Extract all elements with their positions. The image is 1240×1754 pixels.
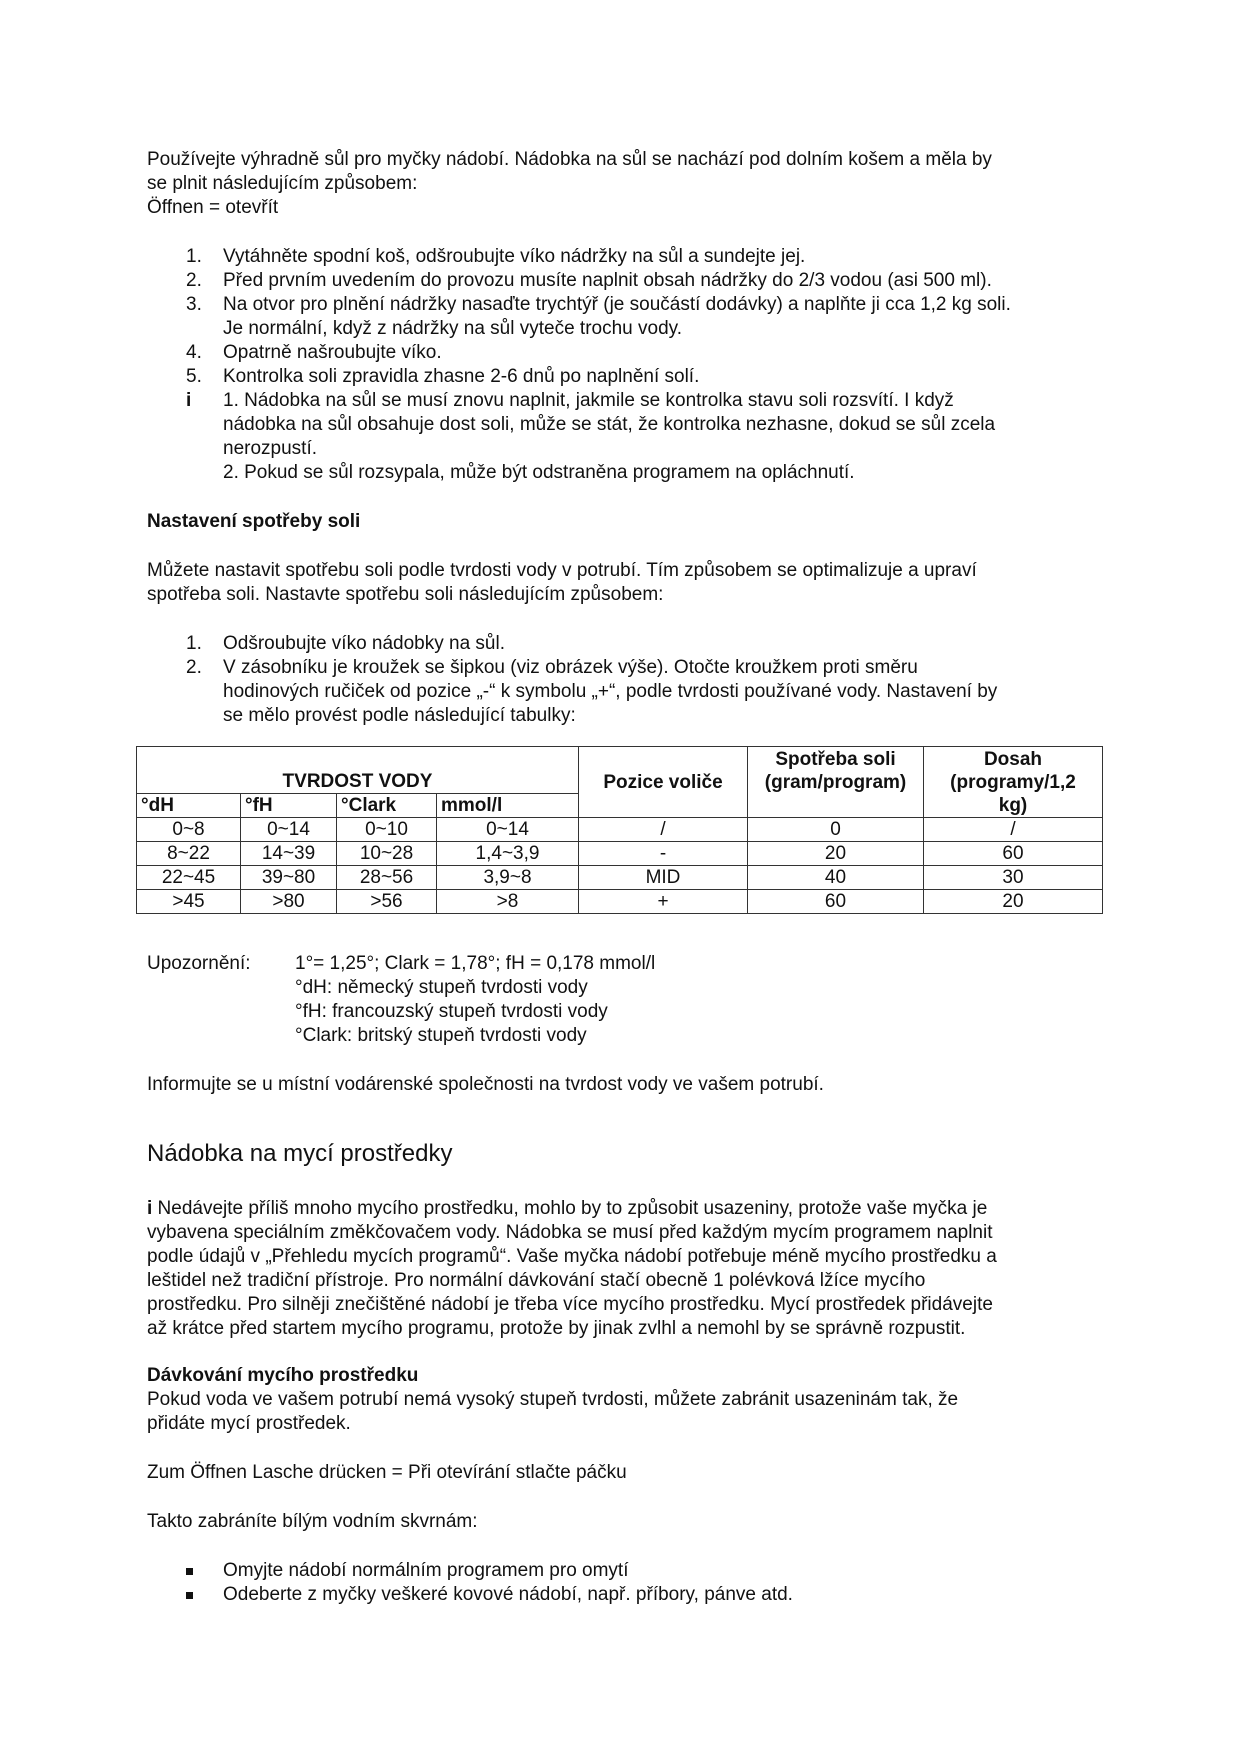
column-header-dh: °dH	[137, 794, 241, 818]
list-number: 1.	[186, 633, 202, 654]
paragraph-line: spotřeba soli. Nastavte spotřebu soli následujícím způsobem:	[147, 584, 664, 605]
list-number: 4.	[186, 342, 202, 363]
header-line: kg)	[998, 794, 1028, 816]
list-item: Opatrně našroubujte víko.	[223, 342, 442, 363]
table-cell: 0~14	[241, 818, 337, 842]
list-item: Kontrolka soli zpravidla zhasne 2-6 dnů po naplnění solí.	[223, 366, 700, 387]
info-icon: i	[147, 1198, 153, 1219]
info-icon: i	[186, 390, 192, 411]
table-cell: 14~39	[241, 842, 337, 866]
intro-line: Öffnen = otevřít	[147, 197, 279, 218]
table-cell: 39~80	[241, 866, 337, 890]
spots-intro: Takto zabráníte bílým vodním skvrnám:	[147, 1511, 478, 1532]
bullet-item: Odeberte z myčky veškeré kovové nádobí, např. příbory, pánve atd.	[223, 1584, 793, 1605]
list-item: Před prvním uvedením do provozu musíte naplnit obsah nádržky do 2/3 vodou (asi 500 ml).	[223, 270, 992, 291]
table-cell: >45	[137, 890, 241, 914]
header-line: Dosah	[983, 748, 1043, 770]
info-note-line: nerozpustí.	[223, 438, 317, 459]
table-cell: 60	[748, 890, 924, 914]
list-item: Odšroubujte víko nádobky na sůl.	[223, 633, 506, 654]
list-item: Vytáhněte spodní koš, odšroubujte víko nádržky na sůl a sundejte jej.	[223, 246, 806, 267]
subsection-heading: Dávkování mycího prostředku	[147, 1365, 419, 1386]
paragraph-line: vybavena speciálním změkčovačem vody. Nádobka se musí před každým mycím programem naplnit	[147, 1222, 993, 1243]
table-cell: MID	[579, 866, 748, 890]
table-cell: +	[579, 890, 748, 914]
list-item-continued: Je normální, když z nádržky na sůl vyteče trochu vody.	[223, 318, 683, 339]
bullet-item: Omyjte nádobí normálním programem pro omytí	[223, 1560, 629, 1581]
table-cell: 1,4~3,9	[437, 842, 579, 866]
notice-line: °Clark: britský stupeň tvrdosti vody	[295, 1025, 587, 1046]
table-row	[137, 866, 1103, 890]
table-cell: 20	[748, 842, 924, 866]
notice-line: 1°= 1,25°; Clark = 1,78°; fH = 0,178 mmol/l	[295, 953, 656, 974]
paragraph-line: leštidel než tradiční přístroje. Pro normální dávkování stačí obecně 1 polévková lžíce mycího	[147, 1270, 926, 1291]
table-cell: >8	[437, 890, 579, 914]
open-note: Zum Öffnen Lasche drücken = Při otevírání stlačte páčku	[147, 1462, 627, 1483]
table-row	[137, 842, 1103, 866]
table-cell: /	[924, 818, 1103, 842]
table-cell: 22~45	[137, 866, 241, 890]
column-group-header: TVRDOST VODY	[137, 747, 579, 794]
info-note-line: nádobka na sůl obsahuje dost soli, může se stát, že kontrolka nezhasne, dokud se sůl zcela	[223, 414, 996, 435]
header-line: Spotřeba soli	[775, 748, 896, 770]
table-cell: 20	[924, 890, 1103, 914]
table-header-row	[137, 747, 1103, 794]
intro-line: se plnit následujícím způsobem:	[147, 173, 418, 194]
list-item: V zásobníku je kroužek se šipkou (viz obrázek výše). Otočte kroužkem proti směru	[223, 657, 918, 678]
column-header-clark: °Clark	[337, 794, 437, 818]
header-line: (programy/1,2	[950, 771, 1076, 793]
inform-text: Informujte se u místní vodárenské společnosti na tvrdost vody ve vašem potrubí.	[147, 1074, 824, 1095]
table-cell: 30	[924, 866, 1103, 890]
column-header-mmol: mmol/l	[437, 794, 579, 818]
list-number: 1.	[186, 246, 202, 267]
bullet-icon	[186, 1568, 193, 1575]
table-cell: -	[579, 842, 748, 866]
paragraph-text: Nedávejte příliš mnoho mycího prostředku, mohlo by to způsobit usazeniny, protože vaše myčka je	[152, 1198, 988, 1219]
notice-line: °dH: německý stupeň tvrdosti vody	[295, 977, 588, 998]
paragraph-line	[147, 1197, 987, 1221]
info-note-line: 2. Pokud se sůl rozsypala, může být odstraněna programem na opláchnutí.	[223, 462, 855, 483]
column-header-position: Pozice voliče	[579, 747, 748, 818]
list-item: Na otvor pro plnění nádržky nasaďte trychtýř (je součástí dodávky) a naplňte ji cca 1,2 kg soli.	[223, 294, 1011, 315]
header-line: (gram/program)	[764, 771, 907, 793]
table-cell: >56	[337, 890, 437, 914]
intro-line: Používejte výhradně sůl pro myčky nádobí. Nádobka na sůl se nachází pod dolním košem a měla by	[147, 149, 992, 170]
table-cell: 28~56	[337, 866, 437, 890]
section-title: Nádobka na mycí prostředky	[147, 1140, 453, 1167]
list-item-continued: se mělo provést podle následující tabulky:	[223, 705, 576, 726]
table-cell: 0	[748, 818, 924, 842]
paragraph-line: Můžete nastavit spotřebu soli podle tvrdosti vody v potrubí. Tím způsobem se optimalizuje a upraví	[147, 560, 977, 581]
notice-line: °fH: francouzský stupeň tvrdosti vody	[295, 1001, 608, 1022]
table-cell: 3,9~8	[437, 866, 579, 890]
table-cell: >80	[241, 890, 337, 914]
table-cell: 0~10	[337, 818, 437, 842]
paragraph-line: Pokud voda ve vašem potrubí nemá vysoký stupeň tvrdosti, můžete zabránit usazeninám tak, že	[147, 1389, 959, 1410]
paragraph-line: prostředku. Pro silněji znečištěné nádobí je třeba více mycího prostředku. Mycí prostředek přidávejte	[147, 1294, 993, 1315]
list-number: 3.	[186, 294, 202, 315]
bullet-icon	[186, 1592, 193, 1599]
list-number: 2.	[186, 270, 202, 291]
column-header-range	[924, 747, 1103, 818]
section-heading: Nastavení spotřeby soli	[147, 511, 361, 532]
table-cell: /	[579, 818, 748, 842]
table-row	[137, 890, 1103, 914]
table-cell: 0~8	[137, 818, 241, 842]
table-cell: 10~28	[337, 842, 437, 866]
water-hardness-table	[136, 746, 1103, 914]
table-cell: 60	[924, 842, 1103, 866]
list-number: 2.	[186, 657, 202, 678]
column-header-consumption	[748, 747, 924, 818]
table-cell: 40	[748, 866, 924, 890]
table-cell: 8~22	[137, 842, 241, 866]
paragraph-line: přidáte mycí prostředek.	[147, 1413, 351, 1434]
table-row	[137, 818, 1103, 842]
paragraph-line: až krátce před startem mycího programu, protože by jinak zvlhl a nemohl by se správně rozpustit.	[147, 1318, 966, 1339]
list-item-continued: hodinových ručiček od pozice „-“ k symbolu „+“, podle tvrdosti používané vody. Nastavení by	[223, 681, 998, 702]
column-header-fh: °fH	[241, 794, 337, 818]
notice-label: Upozornění:	[147, 953, 251, 974]
list-number: 5.	[186, 366, 202, 387]
paragraph-line: podle údajů v „Přehledu mycích programů“. Vaše myčka nádobí potřebuje méně mycího prostředku a	[147, 1246, 997, 1267]
info-note-line: 1. Nádobka na sůl se musí znovu naplnit, jakmile se kontrolka stavu soli rozsvítí. I když	[223, 390, 954, 411]
table-cell: 0~14	[437, 818, 579, 842]
